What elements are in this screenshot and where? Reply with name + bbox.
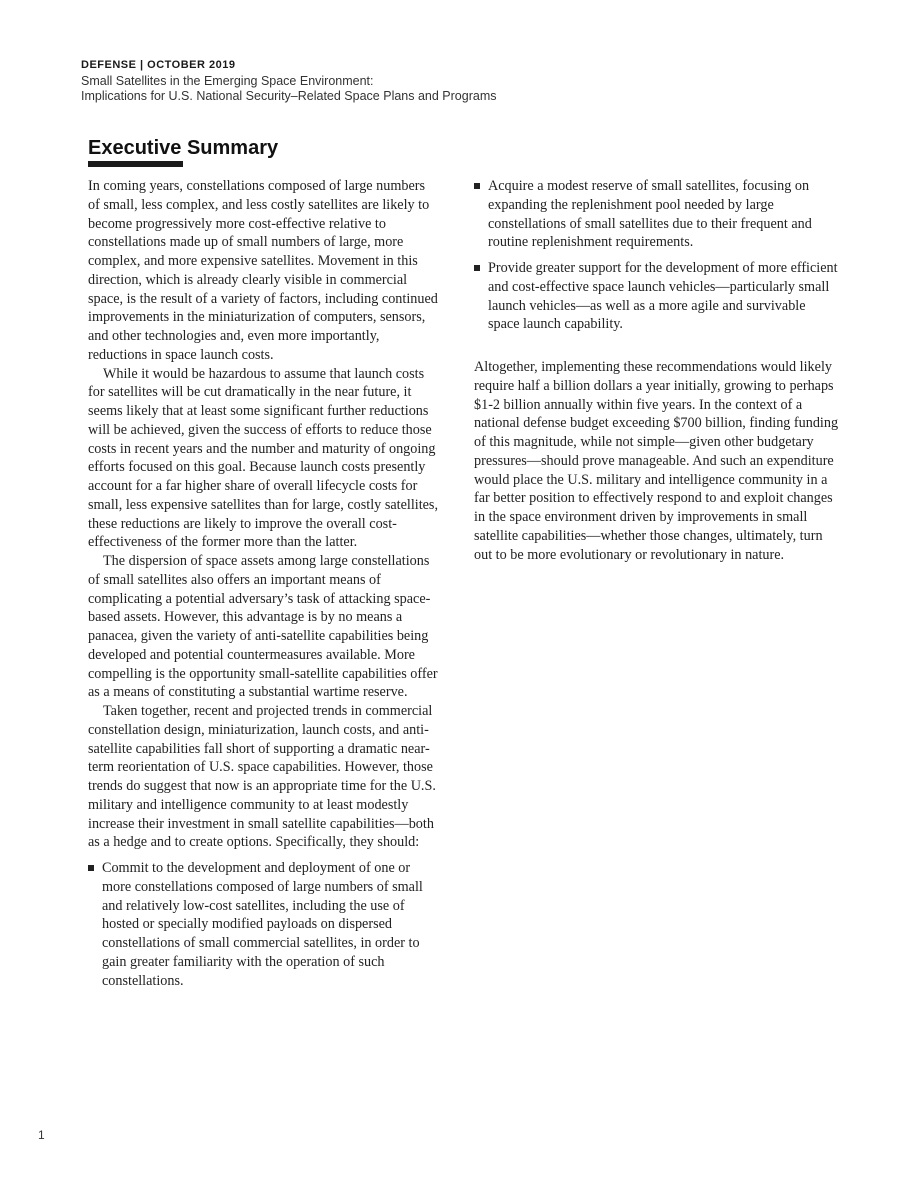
right-column xyxy=(474,177,840,564)
recommendations-list-right xyxy=(474,177,840,334)
body-paragraph-1: In coming years, constellations composed of large numbers of small, less complex, and less costly satellites are likely to become progressively more cost-effective relative to constellations made up of small numbers of large, more complex, and more expensive satellites. Movement in this direction, which is already clearly visible in commercial space, is the result of a variety of factors, including continued improvements in the miniaturization of computers, sensors, and other technologies and, even more importantly, reductions in space launch costs. xyxy=(88,178,438,363)
report-kicker: DEFENSE | OCTOBER 2019 xyxy=(81,59,236,71)
body-paragraph-3: The dispersion of space assets among large constellations of small satellites also offers an important means of complicating a potential adversary’s task of attacking space-based assets. However, this advantage is by no means a panacea, given the variety of anti-satellite capabilities being developed and potential countermeasures available. More compelling is the opportunity small-satellite capabilities offer as a means of constituting a substantial wartime reserve. xyxy=(88,553,438,701)
body-paragraph-2: While it would be hazardous to assume that launch costs for satellites will be cut dramatically in the near future, it seems likely that at least some significant further reductions will be achieved, given the success of efforts to reduce those costs in recent years and the number and maturity of ongoing efforts focused on this goal. Because launch costs presently account for a far higher share of overall lifecycle costs for small, less expensive satellites than for large, costly satellites, these reductions are likely to improve the overall cost-effectiveness of the former more than the latter. xyxy=(88,365,439,551)
running-header xyxy=(81,56,841,104)
recommendation-item-2: Acquire a modest reserve of small satellites, focusing on expanding the replenishment pool needed by large constellations of small satellites due to their frequent and routine replenishment requirements. xyxy=(474,177,840,252)
section-title: Executive Summary xyxy=(88,137,279,159)
left-column xyxy=(88,177,440,990)
recommendations-list-left xyxy=(88,859,440,990)
title-underline-rule xyxy=(88,161,183,167)
closing-paragraph: Altogether, implementing these recommendations would likely require half a billion dollars a year initially, growing to perhaps $1-2 billion annually within five years. In the context of a national defense budget exceeding $700 billion, finding funding of this magnitude, while not simple—given other budgetary pressures—should prove manageable. And such an expenditure would place the U.S. military and intelligence community in a far better position to effectively respond to and exploit changes in the space environment driven by improvements in small satellite capabilities—whether those changes, ultimately, turn out to be more evolutionary or revolutionary in nature. xyxy=(474,359,839,563)
report-subtitle-line-2: Implications for U.S. National Security–Related Space Plans and Programs xyxy=(81,89,497,103)
recommendation-item-1: Commit to the development and deployment of one or more constellations composed of large numbers of small and relatively low-cost satellites, including the use of hosted or specially modified payloads on dispersed constellations of small commercial satellites, in order to gain greater familiarity with the operation of such constellations. xyxy=(88,859,440,990)
recommendation-item-3: Provide greater support for the development of more efficient and cost-effective space launch vehicles—particularly small launch vehicles—as well as a more agile and survivable space launch capability. xyxy=(474,259,840,334)
page-number: 1 xyxy=(38,1128,45,1142)
report-subtitle-line-1: Small Satellites in the Emerging Space Environment: xyxy=(81,74,374,88)
body-paragraph-4: Taken together, recent and projected trends in commercial constellation design, miniaturization, launch costs, and anti-satellite capabilities fall short of supporting a dramatic near-term reorientation of U.S. space capabilities. However, those trends do suggest that now is an appropriate time for the U.S. military and intelligence community to at least modestly increase their investment in small satellite capabilities—both as a hedge and to create options. Specifically, they should: xyxy=(88,703,436,851)
